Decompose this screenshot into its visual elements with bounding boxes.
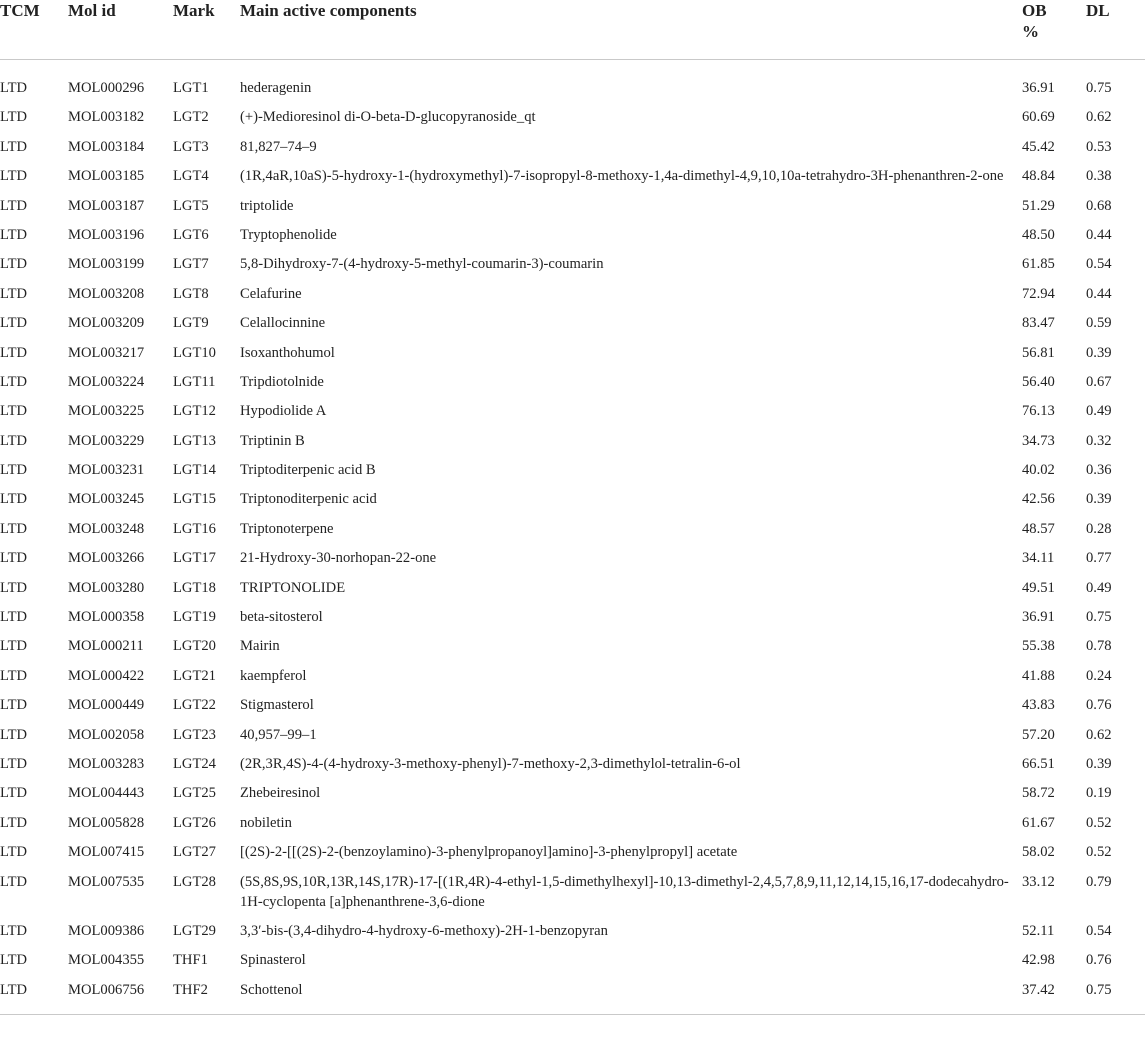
cell-component: Spinasterol [240, 952, 306, 969]
cell-dl: 0.76 [1086, 697, 1112, 714]
cell-component: 40,957–99–1 [240, 726, 317, 743]
cell-component: Triptonoditerpenic acid [240, 491, 377, 508]
cell-tcm: LTD [0, 667, 28, 684]
table-row [0, 631, 1145, 660]
cell-mark: LGT21 [173, 667, 216, 684]
cell-tcm: LTD [0, 226, 28, 243]
cell-mol-id: MOL003224 [68, 373, 145, 390]
cell-component: TRIPTONOLIDE [240, 579, 346, 596]
cell-mark: LGT8 [173, 285, 209, 302]
cell-component: beta-sitosterol [240, 609, 323, 626]
cell-ob: 34.11 [1022, 550, 1055, 567]
cell-component: nobiletin [240, 814, 292, 831]
cell-dl: 0.36 [1086, 462, 1112, 479]
cell-ob: 51.29 [1022, 197, 1055, 214]
cell-tcm: LTD [0, 550, 28, 567]
cell-dl: 0.75 [1086, 975, 1145, 1015]
cell-mark: LGT1 [173, 80, 209, 96]
cell-mol-id: MOL003184 [68, 138, 145, 155]
cell-mark: LGT14 [173, 462, 216, 479]
table-row [0, 975, 1145, 1015]
cell-dl: 0.39 [1086, 755, 1112, 772]
cell-dl: 0.44 [1086, 285, 1112, 302]
table-row [0, 426, 1145, 455]
table-row [0, 514, 1145, 543]
cell-ob: 45.42 [1022, 138, 1055, 155]
cell-dl: 0.28 [1086, 520, 1112, 537]
header-ob: OB % [1022, 0, 1086, 60]
cell-tcm: LTD [0, 373, 28, 390]
cell-ob: 48.50 [1022, 226, 1055, 243]
cell-tcm: LTD [0, 873, 28, 890]
cell-mol-id: MOL009386 [68, 922, 145, 939]
table-row [0, 396, 1145, 425]
table-row [0, 808, 1145, 837]
table-row [0, 161, 1145, 190]
cell-mark: LGT5 [173, 197, 209, 214]
cell-dl: 0.19 [1086, 785, 1112, 802]
cell-mark: LGT18 [173, 579, 216, 596]
table-row [0, 279, 1145, 308]
cell-mol-id: MOL000296 [68, 80, 145, 96]
cell-tcm: LTD [0, 520, 28, 537]
table-body [0, 60, 1145, 1015]
cell-mol-id: MOL003225 [68, 403, 145, 420]
table-row [0, 102, 1145, 131]
header-dl: DL [1086, 0, 1145, 60]
cell-tcm: LTD [0, 785, 28, 802]
cell-dl: 0.75 [1086, 609, 1112, 626]
cell-mol-id: MOL003196 [68, 226, 145, 243]
cell-component: (2R,3R,4S)-4-(4-hydroxy-3-methoxy-phenyl)-7-methoxy-2,3-dimethylol-tetralin-6-ol [240, 755, 741, 772]
cell-dl: 0.52 [1086, 814, 1112, 831]
table-row [0, 720, 1145, 749]
cell-tcm: LTD [0, 432, 28, 449]
cell-component: Tripdiotolnide [240, 373, 324, 390]
cell-ob: 58.72 [1022, 785, 1055, 802]
cell-ob: 56.81 [1022, 344, 1055, 361]
cell-dl: 0.53 [1086, 138, 1112, 155]
table-row [0, 916, 1145, 945]
table-row [0, 308, 1145, 337]
cell-mol-id: MOL000422 [68, 667, 145, 684]
cell-mark: LGT10 [173, 344, 216, 361]
cell-dl: 0.62 [1086, 109, 1112, 126]
cell-mark: THF1 [173, 952, 208, 969]
cell-dl: 0.24 [1086, 667, 1112, 684]
cell-mark: LGT26 [173, 814, 216, 831]
cell-mol-id: MOL003185 [68, 168, 145, 185]
cell-dl: 0.67 [1086, 373, 1112, 390]
cell-mol-id: MOL007535 [68, 873, 145, 890]
table-row [0, 749, 1145, 778]
table-row [0, 543, 1145, 572]
cell-tcm: LTD [0, 462, 28, 479]
cell-ob: 61.85 [1022, 256, 1055, 273]
cell-mol-id: MOL005828 [68, 814, 145, 831]
table-row [0, 455, 1145, 484]
cell-component: Zhebeiresinol [240, 785, 321, 802]
table-row [0, 338, 1145, 367]
cell-dl: 0.39 [1086, 491, 1112, 508]
cell-mark: LGT11 [173, 373, 216, 390]
cell-mol-id: MOL003182 [68, 109, 145, 126]
table-row [0, 837, 1145, 866]
table-row [0, 945, 1145, 974]
cell-component: 3,3′-bis-(3,4-dihydro-4-hydroxy-6-methoxy)-2H-1-benzopyran [240, 922, 608, 939]
cell-mark: LGT20 [173, 638, 216, 655]
cell-mol-id: MOL003245 [68, 491, 145, 508]
cell-dl: 0.54 [1086, 922, 1112, 939]
cell-ob: 52.11 [1022, 922, 1055, 939]
cell-ob: 60.69 [1022, 109, 1055, 126]
cell-tcm: LTD [0, 138, 28, 155]
cell-mol-id: MOL003248 [68, 520, 145, 537]
table-row [0, 484, 1145, 513]
cell-tcm: LTD [0, 80, 28, 96]
cell-mark: LGT13 [173, 432, 216, 449]
cell-mol-id: MOL003208 [68, 285, 145, 302]
cell-dl: 0.76 [1086, 952, 1112, 969]
cell-dl: 0.32 [1086, 432, 1112, 449]
cell-mol-id: MOL003229 [68, 432, 145, 449]
cell-dl: 0.44 [1086, 226, 1112, 243]
table-row [0, 661, 1145, 690]
cell-mol-id: MOL007415 [68, 844, 145, 861]
cell-ob: 58.02 [1022, 844, 1055, 861]
cell-mol-id: MOL004443 [68, 785, 145, 802]
cell-dl: 0.68 [1086, 197, 1112, 214]
cell-mol-id: MOL003187 [68, 197, 145, 214]
cell-mol-id: MOL004355 [68, 952, 145, 969]
cell-ob: 40.02 [1022, 462, 1055, 479]
cell-tcm: LTD [0, 344, 28, 361]
cell-dl: 0.52 [1086, 844, 1112, 861]
cell-mol-id: MOL000211 [68, 638, 144, 655]
cell-mark: LGT7 [173, 256, 209, 273]
cell-tcm: LTD [0, 285, 28, 302]
cell-ob: 57.20 [1022, 726, 1055, 743]
cell-ob: 66.51 [1022, 755, 1055, 772]
cell-mark: LGT17 [173, 550, 216, 567]
header-tcm: TCM [0, 0, 68, 60]
cell-mark: LGT25 [173, 785, 216, 802]
cell-component: Triptoditerpenic acid B [240, 462, 376, 479]
cell-component: 81,827–74–9 [240, 138, 317, 155]
cell-component: Mairin [240, 638, 280, 655]
cell-tcm: LTD [0, 697, 28, 714]
cell-component: 5,8-Dihydroxy-7-(4-hydroxy-5-methyl-coumarin-3)-coumarin [240, 256, 604, 273]
cell-component: Tryptophenolide [240, 226, 337, 243]
cell-mark: LGT3 [173, 138, 209, 155]
header-row [0, 0, 1145, 60]
cell-mol-id: MOL000449 [68, 697, 145, 714]
cell-mol-id: MOL003217 [68, 344, 145, 361]
cell-tcm: LTD [0, 403, 28, 420]
cell-tcm: LTD [0, 168, 28, 185]
cell-ob: 48.84 [1022, 168, 1055, 185]
cell-mol-id: MOL002058 [68, 726, 145, 743]
cell-mark: THF2 [173, 975, 240, 1015]
cell-tcm: LTD [0, 975, 68, 1015]
cell-mol-id: MOL003280 [68, 579, 145, 596]
cell-mol-id: MOL003231 [68, 462, 145, 479]
table-header [0, 0, 1145, 60]
cell-dl: 0.38 [1086, 168, 1112, 185]
cell-ob: 42.98 [1022, 952, 1055, 969]
cell-tcm: LTD [0, 609, 28, 626]
cell-ob: 36.91 [1022, 609, 1055, 626]
cell-dl: 0.75 [1086, 80, 1112, 96]
cell-mark: LGT9 [173, 315, 209, 332]
cell-component: Triptonoterpene [240, 520, 334, 537]
cell-component: [(2S)-2-[[(2S)-2-(benzoylamino)-3-phenylpropanoyl]amino]-3-phenylpropyl] acetate [240, 844, 738, 861]
cell-dl: 0.49 [1086, 403, 1112, 420]
cell-mark: LGT16 [173, 520, 216, 537]
cell-tcm: LTD [0, 952, 28, 969]
table-row [0, 602, 1145, 631]
cell-ob: 48.57 [1022, 520, 1055, 537]
cell-component: (+)-Medioresinol di-O-beta-D-glucopyranoside_qt [240, 109, 536, 126]
cell-component: Stigmasterol [240, 697, 314, 714]
cell-dl: 0.77 [1086, 550, 1112, 567]
cell-tcm: LTD [0, 726, 28, 743]
cell-mark: LGT4 [173, 168, 209, 185]
cell-dl: 0.39 [1086, 344, 1112, 361]
cell-component: triptolide [240, 197, 294, 214]
table-row [0, 191, 1145, 220]
cell-tcm: LTD [0, 109, 28, 126]
table-row [0, 249, 1145, 278]
table-row [0, 132, 1145, 161]
cell-ob: 55.38 [1022, 638, 1055, 655]
cell-ob: 76.13 [1022, 403, 1055, 420]
cell-mark: LGT24 [173, 755, 216, 772]
cell-ob: 33.12 [1022, 873, 1055, 890]
cell-mol-id: MOL003283 [68, 755, 145, 772]
cell-dl: 0.78 [1086, 638, 1112, 655]
cell-ob: 72.94 [1022, 285, 1055, 302]
cell-ob: 36.91 [1022, 80, 1055, 96]
cell-mark: LGT15 [173, 491, 216, 508]
cell-ob: 43.83 [1022, 697, 1055, 714]
cell-mol-id: MOL003209 [68, 315, 145, 332]
table-row [0, 60, 1145, 103]
cell-mol-id: MOL000358 [68, 609, 145, 626]
cell-mol-id: MOL006756 [68, 975, 173, 1015]
cell-ob: 34.73 [1022, 432, 1055, 449]
table-row [0, 573, 1145, 602]
cell-component: 21-Hydroxy-30-norhopan-22-one [240, 550, 437, 567]
cell-mark: LGT22 [173, 697, 216, 714]
cell-dl: 0.62 [1086, 726, 1112, 743]
cell-tcm: LTD [0, 814, 28, 831]
cell-mark: LGT2 [173, 109, 209, 126]
header-mark: Mark [173, 0, 240, 60]
cell-component: Celafurine [240, 285, 302, 302]
cell-component: kaempferol [240, 667, 307, 684]
cell-component: Hypodiolide A [240, 403, 327, 420]
cell-tcm: LTD [0, 638, 28, 655]
cell-mark: LGT29 [173, 922, 216, 939]
table-row [0, 220, 1145, 249]
cell-tcm: LTD [0, 315, 28, 332]
cell-component: Celallocinnine [240, 315, 326, 332]
cell-ob: 49.51 [1022, 579, 1055, 596]
cell-mark: LGT28 [173, 873, 216, 890]
cell-component: (1R,4aR,10aS)-5-hydroxy-1-(hydroxymethyl)-7-isopropyl-8-methoxy-1,4a-dimethyl-4,9,10,10a-tetrahydro-3H-phenanthren-2-one [240, 168, 1004, 185]
cell-tcm: LTD [0, 755, 28, 772]
cell-dl: 0.54 [1086, 256, 1112, 273]
header-components: Main active components [240, 0, 1022, 60]
cell-component: Triptinin B [240, 432, 305, 449]
cell-component: Isoxanthohumol [240, 344, 335, 361]
cell-tcm: LTD [0, 922, 28, 939]
cell-ob: 42.56 [1022, 491, 1055, 508]
cell-tcm: LTD [0, 256, 28, 273]
cell-ob: 56.40 [1022, 373, 1055, 390]
header-mol-id: Mol id [68, 0, 173, 60]
cell-dl: 0.49 [1086, 579, 1112, 596]
cell-tcm: LTD [0, 197, 28, 214]
cell-component: hederagenin [240, 80, 312, 96]
cell-tcm: LTD [0, 579, 28, 596]
cell-ob: 41.88 [1022, 667, 1055, 684]
cell-dl: 0.59 [1086, 315, 1112, 332]
cell-component: Schottenol [240, 975, 1022, 1015]
cell-dl: 0.79 [1086, 873, 1112, 890]
table-row [0, 867, 1145, 916]
cell-mark: LGT12 [173, 403, 216, 420]
cell-tcm: LTD [0, 491, 28, 508]
cell-mark: LGT23 [173, 726, 216, 743]
table-row [0, 690, 1145, 719]
cell-mark: LGT6 [173, 226, 209, 243]
table-row [0, 778, 1145, 807]
cell-mark: LGT27 [173, 844, 216, 861]
cell-tcm: LTD [0, 844, 28, 861]
cell-ob: 37.42 [1022, 975, 1086, 1015]
cell-mol-id: MOL003199 [68, 256, 145, 273]
cell-ob: 61.67 [1022, 814, 1055, 831]
cell-ob: 83.47 [1022, 315, 1055, 332]
cell-mol-id: MOL003266 [68, 550, 145, 567]
cell-component: (5S,8S,9S,10R,13R,14S,17R)-17-[(1R,4R)-4-ethyl-1,5-dimethylhexyl]-10,13-dimethyl-2,4,5,7,8,9,11,12,14,15,16,17-dodecahydro-1H-cyclopenta [a]phenanthrene-3,6-dione [240, 873, 1009, 910]
cell-mark: LGT19 [173, 609, 216, 626]
table-row [0, 367, 1145, 396]
